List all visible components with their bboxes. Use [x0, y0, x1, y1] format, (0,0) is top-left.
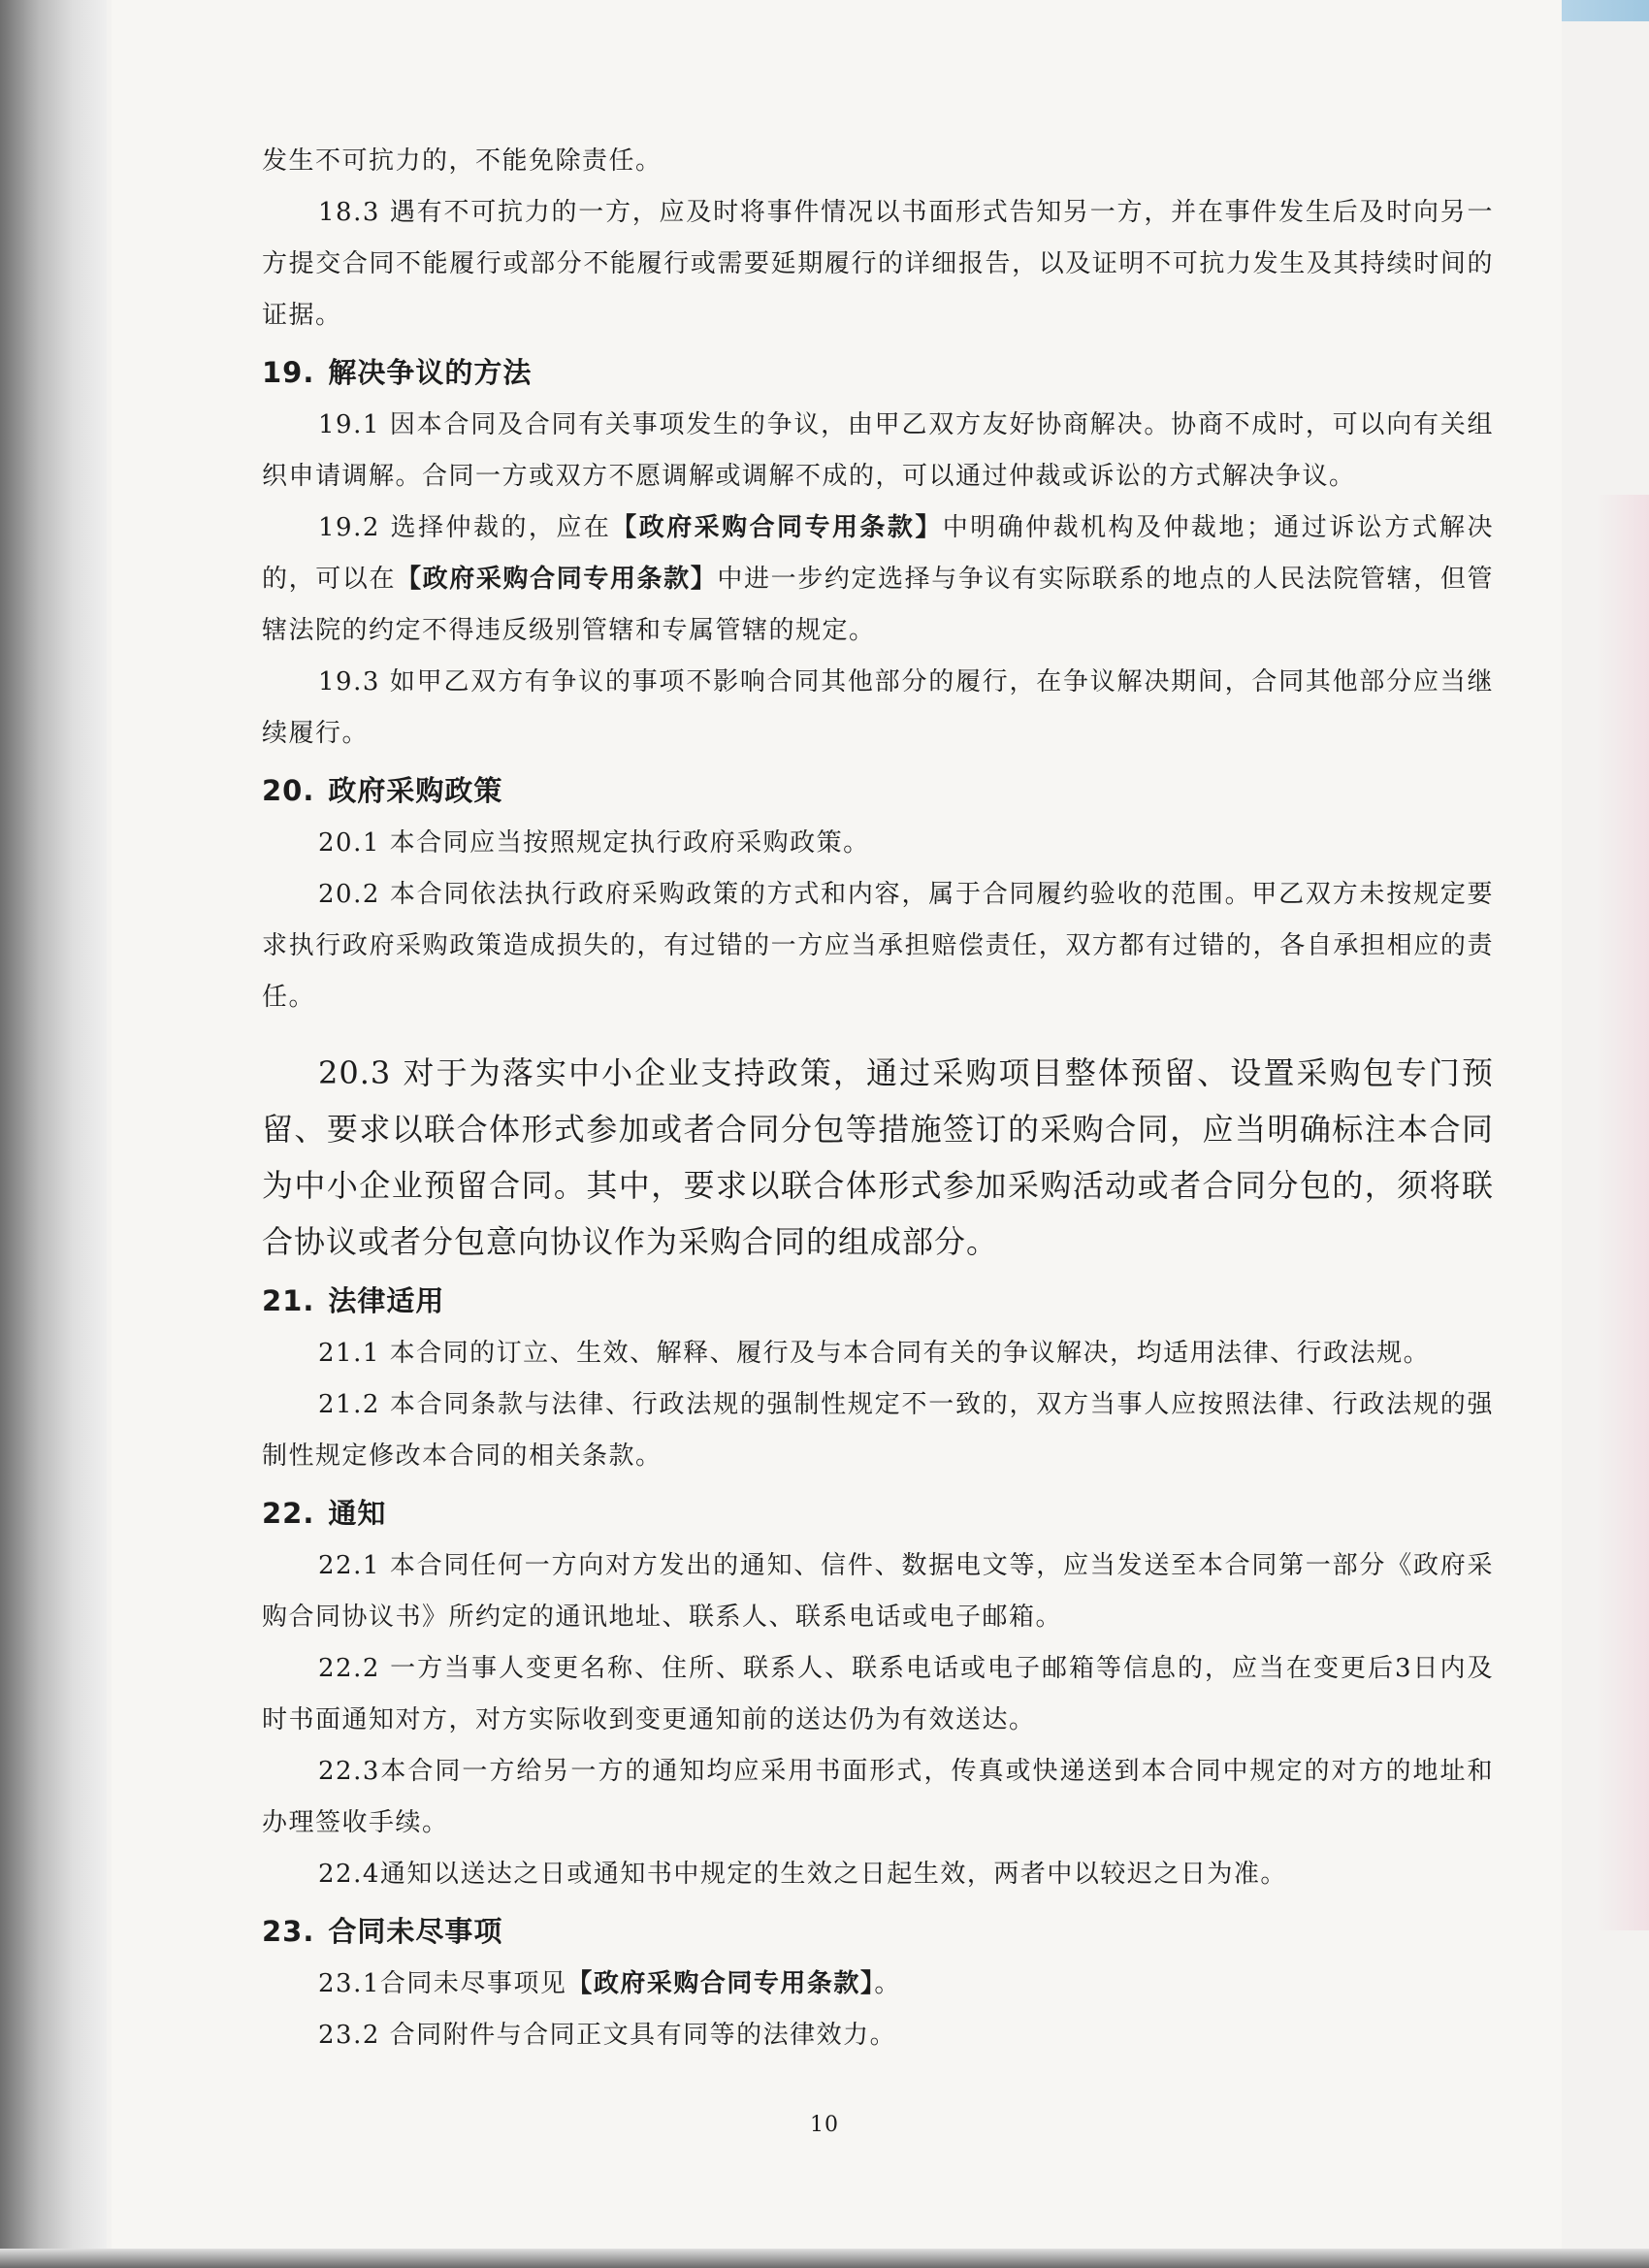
clause-paragraph: [262, 1328, 1494, 1379]
clause-paragraph: [262, 1045, 1494, 1270]
clause-text: 19.3 如甲乙双方有争议的事项不影响合同其他部分的履行，在争议解决期间，合同其他部分应当继续履行。: [262, 667, 1494, 748]
clause-text: 23.2 合同附件与合同正文具有同等的法律效力。: [318, 2021, 897, 2050]
section-heading: [262, 1274, 1494, 1328]
clause-text: 22.4通知以送达之日或通知书中规定的生效之日起生效，两者中以较迟之日为准。: [318, 1860, 1287, 1889]
clause-text: 21.1 本合同的订立、生效、解释、履行及与本合同有关的争议解决，均适用法律、行政法规。: [318, 1339, 1431, 1368]
clause-text: 20.3 对于为落实中小企业支持政策，通过采购项目整体预留、设置采购包专门预留、要求以联合体形式参加或者合同分包等措施签订的采购合同，应当明确标注本合同为中小企业预留合同。其中，要求以联合体形式参加采购活动或者合同分包的，须将联合协议或者分包意向协议作为采购合同的组成部分。: [262, 1054, 1494, 1260]
section-title: 法律适用: [328, 1284, 445, 1317]
section-number: 23.: [262, 1915, 315, 1948]
section-number: 20.: [262, 774, 315, 807]
paragraph-gap: [262, 1023, 1494, 1045]
clause-paragraph: [262, 1746, 1494, 1849]
clause-text: 22.1 本合同任何一方向对方发出的通知、信件、数据电文等，应当发送至本合同第一部分《政府采购合同协议书》所约定的通讯地址、联系人、联系电话或电子邮箱。: [262, 1551, 1494, 1632]
clause-paragraph: [262, 502, 1494, 657]
clause-paragraph: [262, 869, 1494, 1023]
clause-reference: 【政府采购合同专用条款】: [566, 1969, 875, 1998]
section-number: 21.: [262, 1284, 315, 1317]
clause-text: 21.2 本合同条款与法律、行政法规的强制性规定不一致的，双方当事人应按照法律、行政法规的强制性规定修改本合同的相关条款。: [262, 1390, 1494, 1471]
section-title: 通知: [328, 1497, 387, 1530]
clause-text: 22.2 一方当事人变更名称、住所、联系人、联系电话或电子邮箱等信息的，应当在变更后3日内及时书面通知对方，对方实际收到变更通知前的送达仍为有效送达。: [262, 1654, 1494, 1734]
clause-paragraph: [262, 1849, 1494, 1900]
clause-text: 22.3本合同一方给另一方的通知均应采用书面形式，传真或快递送到本合同中规定的对方的地址和办理签收手续。: [262, 1757, 1494, 1837]
section-heading: [262, 345, 1494, 400]
clause-paragraph: [262, 818, 1494, 869]
clause-text: 19.1 因本合同及合同有关事项发生的争议，由甲乙双方友好协商解决。协商不成时，可以向有关组织申请调解。合同一方或双方不愿调解或调解不成的，可以通过仲裁或诉讼的方式解决争议。: [262, 410, 1494, 491]
clause-paragraph: [262, 657, 1494, 760]
clause-paragraph: [262, 1540, 1494, 1643]
clause-text: 中明确仲裁机构及仲裁地；通过诉讼方式解决的，可以在: [262, 513, 1494, 594]
clause-text: 发生不可抗力的，不能免除责任。: [262, 146, 663, 176]
section-heading: [262, 1486, 1494, 1540]
clause-text: 。: [874, 1969, 901, 1998]
clause-paragraph: [262, 400, 1494, 502]
clause-paragraph: [262, 1379, 1494, 1482]
clause-paragraph: [262, 187, 1494, 341]
section-title: 解决争议的方法: [328, 356, 533, 389]
clause-paragraph: [262, 1643, 1494, 1746]
clause-text: 23.1合同未尽事项见: [318, 1969, 567, 1998]
clause-text: 20.1 本合同应当按照规定执行政府采购政策。: [318, 828, 870, 858]
page-number: 10: [810, 2113, 839, 2137]
clause-text: 18.3 遇有不可抗力的一方，应及时将事件情况以书面形式告知另一方，并在事件发生后及时向另一方提交合同不能履行或部分不能履行或需要延期履行的详细报告，以及证明不可抗力发生及其持续时间的证据。: [262, 198, 1494, 330]
clause-paragraph: [262, 2010, 1494, 2061]
section-heading: [262, 763, 1494, 818]
scan-left-shadow: [0, 0, 107, 2268]
section-title: 合同未尽事项: [328, 1915, 503, 1948]
scan-bottom-shadow: [0, 2249, 1649, 2268]
document-body: [262, 136, 1494, 2061]
section-number: 22.: [262, 1497, 315, 1530]
clause-text: 20.2 本合同依法执行政府采购政策的方式和内容，属于合同履约验收的范围。甲乙双方未按规定要求执行政府采购政策造成损失的，有过错的一方应当承担赔偿责任，双方都有过错的，各自承担相应的责任。: [262, 880, 1494, 1012]
clause-paragraph: [262, 1959, 1494, 2010]
seal-edge: [1596, 495, 1649, 1930]
clause-paragraph: [262, 136, 1494, 187]
clause-text: 中进一步约定选择与争议有实际联系的地点的人民法院管辖，但管辖法院的约定不得违反级别管辖和专属管辖的规定。: [262, 565, 1494, 645]
section-number: 19.: [262, 356, 315, 389]
section-title: 政府采购政策: [328, 774, 503, 807]
clause-text: 19.2 选择仲裁的，应在: [318, 513, 612, 542]
section-heading: [262, 1904, 1494, 1959]
clause-reference: 【政府采购合同专用条款】: [396, 565, 718, 594]
clause-reference: 【政府采购合同专用条款】: [611, 513, 943, 542]
